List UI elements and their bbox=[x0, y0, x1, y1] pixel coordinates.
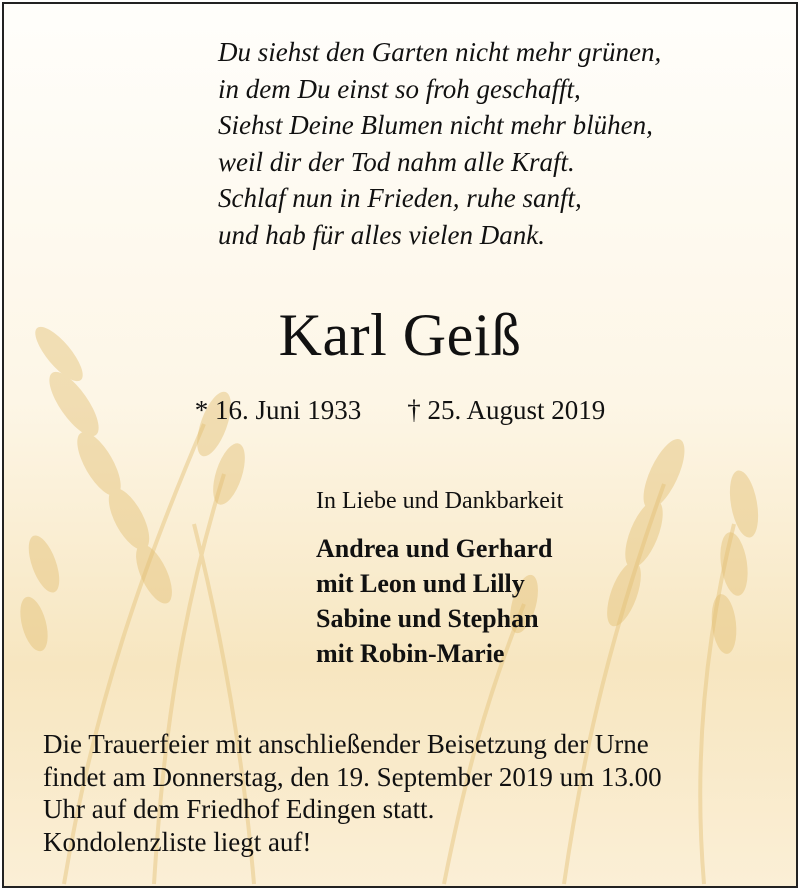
birth-date: * 16. Juni 1933 bbox=[194, 395, 362, 425]
poem-line: Du siehst den Garten nicht mehr grünen, bbox=[218, 37, 662, 67]
dedication-line: In Liebe und Dankbarkeit bbox=[316, 488, 564, 514]
life-dates bbox=[4, 392, 796, 428]
obituary-notice bbox=[2, 2, 798, 888]
poem-line: in dem Du einst so froh geschafft, bbox=[218, 73, 581, 104]
deceased-name: Karl Geiß bbox=[278, 302, 522, 368]
mourners-list bbox=[316, 531, 552, 671]
poem-line: weil dir der Tod nahm alle Kraft. bbox=[218, 146, 575, 177]
poem-line: und hab für alles vielen Dank. bbox=[218, 219, 545, 250]
ceremony-line: findet am Donnerstag, den 19. September 2019 um 13.00 bbox=[43, 761, 662, 792]
mourner-entry: mit Robin-Marie bbox=[316, 639, 505, 668]
ceremony-line: Die Trauerfeier mit anschließender Beisetzung der Urne bbox=[43, 729, 649, 759]
mourner-entry: mit Leon und Lilly bbox=[316, 569, 525, 598]
ceremony-info bbox=[43, 728, 662, 858]
poem-line: Schlaf nun in Frieden, ruhe sanft, bbox=[218, 183, 582, 213]
mourner-entry: Sabine und Stephan bbox=[316, 604, 539, 633]
mourner-entry: Andrea und Gerhard bbox=[316, 534, 553, 563]
poem-line: Siehst Deine Blumen nicht mehr blühen, bbox=[218, 110, 653, 140]
ceremony-line: Uhr auf dem Friedhof Edingen statt. bbox=[43, 794, 435, 824]
death-date: † 25. August 2019 bbox=[407, 395, 606, 425]
memorial-poem bbox=[218, 34, 661, 253]
ceremony-line: Kondolenzliste liegt auf! bbox=[43, 826, 312, 857]
